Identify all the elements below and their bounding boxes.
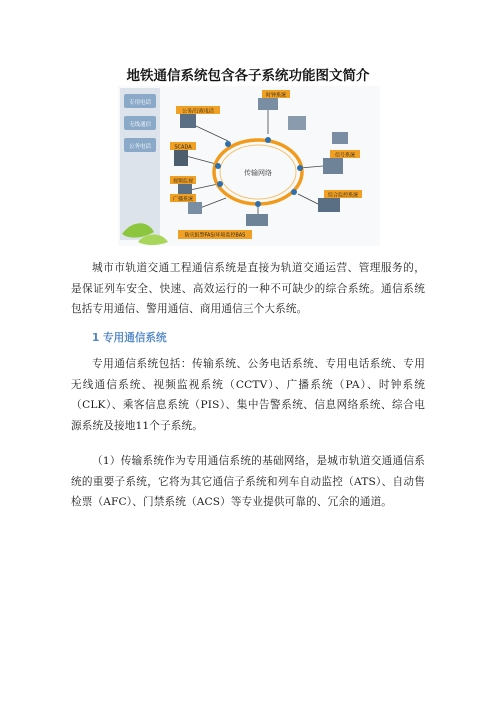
left-box-3-label: 公务电话 xyxy=(128,144,152,150)
label-clock: 时钟系统 xyxy=(265,92,287,99)
section-1-heading: 1 专用通信系统 xyxy=(92,332,167,344)
left-box-1-label: 专用电话 xyxy=(128,100,152,106)
label-fas: 防灾报警FAS/环境监控BAS xyxy=(184,232,246,239)
document-title: 地铁通信系统包含各子系统功能图文简介 xyxy=(126,68,370,84)
label-scada: SCADA xyxy=(174,144,192,151)
system-diagram xyxy=(118,86,380,246)
label-power: 综合监控系统 xyxy=(327,192,359,199)
label-signal: 信号系统 xyxy=(334,152,356,159)
label-broadcast: 广播系统 xyxy=(172,196,194,203)
left-box-2-label: 无线通信 xyxy=(128,122,152,128)
left-panel xyxy=(120,88,160,240)
item-1-paragraph: （1）传输系统作为专用通信系统的基础网络，是城市轨道交通通信系统的重要子系统，它将为其它通信子系统和列车自动监控（ATS）、自动售检票（AFC）、门禁系统（ACS）等专业提供可靠的、冗余的通道。 xyxy=(71,455,425,508)
intro-paragraph: 城市市轨道交通工程通信系统是直接为轨道交通运营、管理服务的，是保证列车安全、快速、高效运行的一种不可缺少的综合系统。通信系统包括专用通信、警用通信、商用通信三个大系统。 xyxy=(71,262,425,315)
label-dispatch: 公务/行政电话 xyxy=(182,108,214,115)
ring-label: 传输网络 xyxy=(244,169,272,177)
section-1-paragraph: 专用通信系统包括：传输系统、公务电话系统、专用电话系统、专用无线通信系统、视频监视系统（CCTV）、广播系统（PA）、时钟系统（CLK）、乘客信息系统（PIS）、集中告警系统、信息网络系统、综合电源系统及接地11个子系统。 xyxy=(71,358,425,432)
label-cctv: 视频监视 xyxy=(172,178,194,185)
